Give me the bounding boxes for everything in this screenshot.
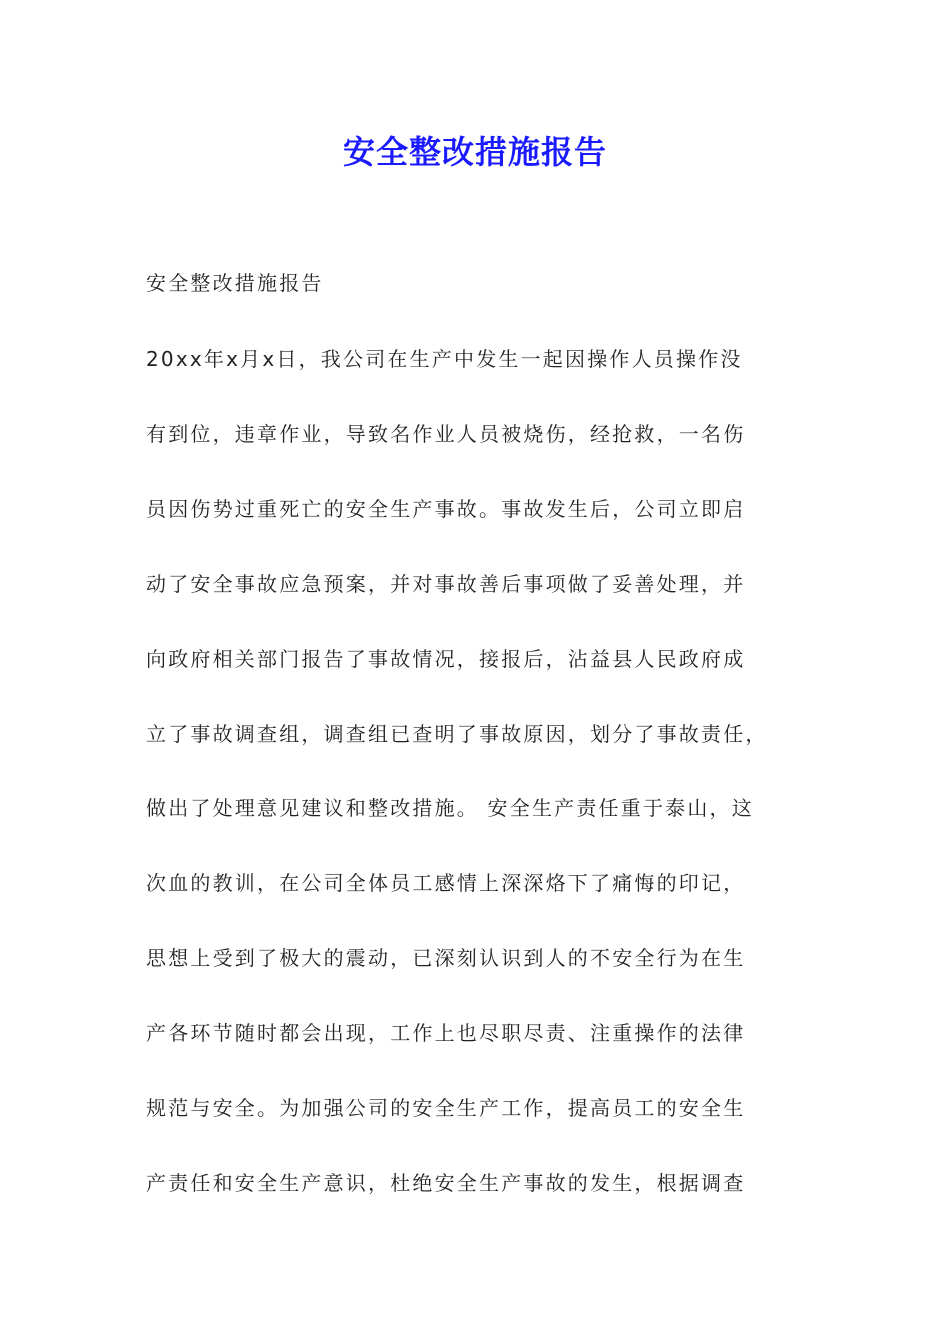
document-title: 安全整改措施报告 [342, 133, 607, 171]
body-line: 产责任和安全生产意识，杜绝安全生产事故的发生，根据调查 [146, 1171, 746, 1195]
document-subtitle: 安全整改措施报告 [146, 271, 324, 295]
body-line: 20xx年x月x日，我公司在生产中发生一起因操作人员操作没 [146, 347, 743, 371]
body-line: 思想上受到了极大的震动，已深刻认识到人的不安全行为在生 [146, 946, 746, 970]
body-line: 立了事故调查组，调查组已查明了事故原因，划分了事故责任， [146, 722, 768, 746]
body-line: 员因伤势过重死亡的安全生产事故。事故发生后，公司立即启 [146, 497, 746, 521]
body-line: 做出了处理意见建议和整改措施。 安全生产责任重于泰山，这 [146, 796, 754, 820]
body-line: 产各环节随时都会出现，工作上也尽职尽责、注重操作的法律 [146, 1021, 746, 1045]
body-line: 次血的教训，在公司全体员工感情上深深烙下了痛悔的印记， [146, 871, 746, 895]
body-line: 规范与安全。为加强公司的安全生产工作，提高员工的安全生 [146, 1096, 746, 1120]
body-line: 动了安全事故应急预案，并对事故善后事项做了妥善处理，并 [146, 572, 746, 596]
body-line: 向政府相关部门报告了事故情况，接报后，沾益县人民政府成 [146, 647, 746, 671]
body-line: 有到位，违章作业，导致名作业人员被烧伤，经抢救，一名伤 [146, 422, 746, 446]
